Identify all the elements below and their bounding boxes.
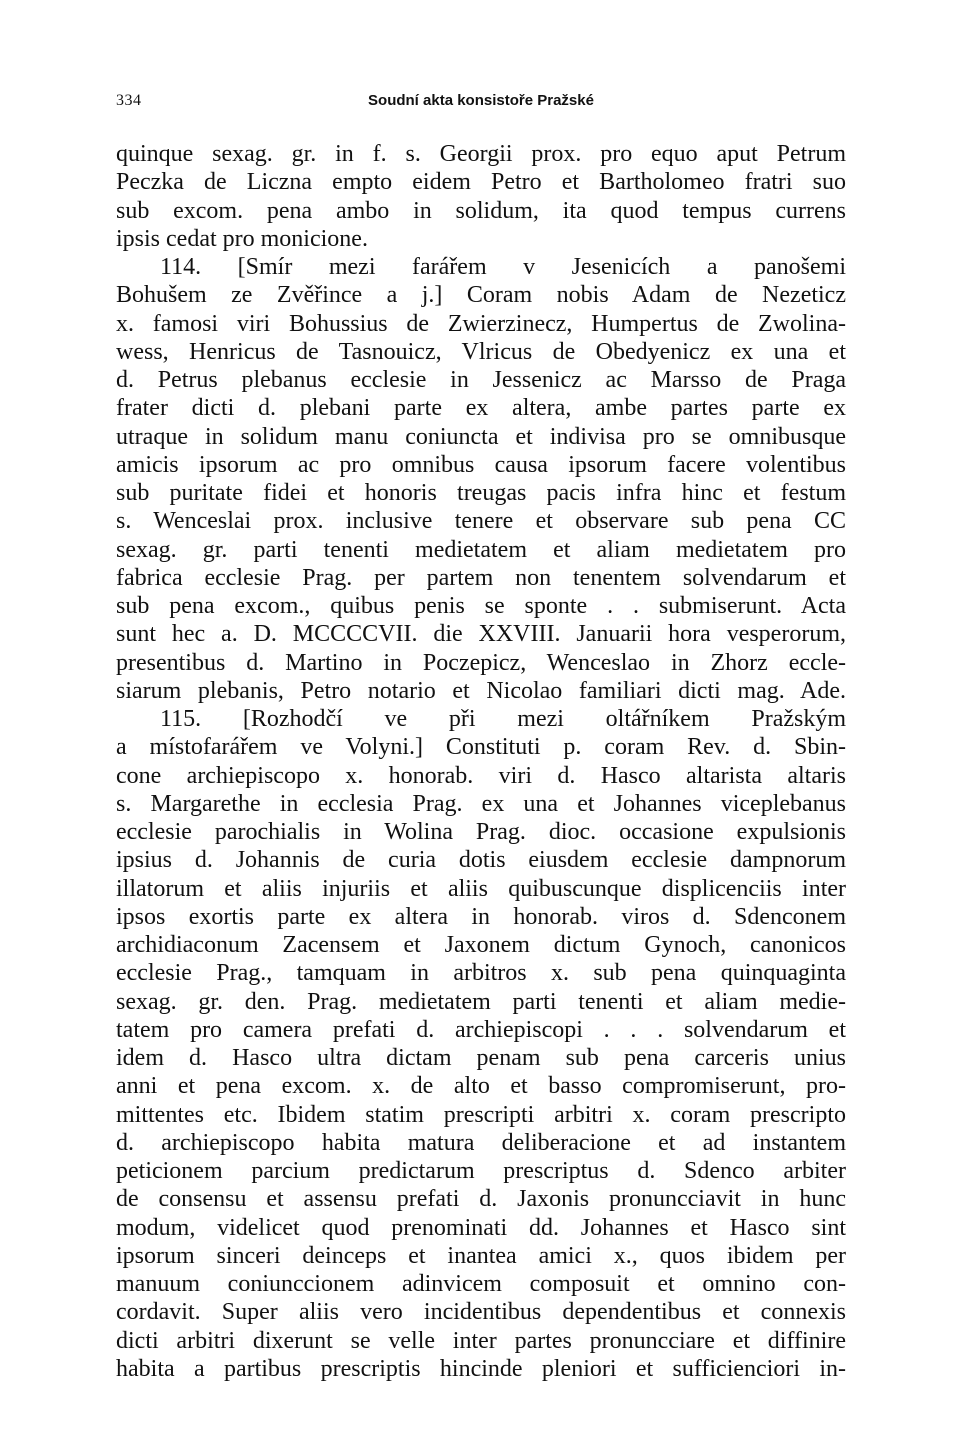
text-line: ecclesie parochialis in Wolina Prag. dioc. occasione expulsionis — [116, 819, 846, 845]
text-line: archidiaconum Zacensem et Jaxonem dictum Gynoch, canonicos — [116, 932, 846, 958]
running-title: Soudní akta konsistoře Pražské — [368, 92, 594, 109]
text-line: ipsis cedat pro monicione. — [116, 225, 368, 252]
text-line: 114. [Smír mezi farářem v Jesenicích a panošemi — [160, 254, 846, 280]
text-line: Bohušem ze Zvěřince a j.] Coram nobis Adam de Nezeticz — [116, 282, 846, 309]
text-line: ipsos exortis parte ex altera in honorab. viros d. Sdenconem — [116, 903, 846, 930]
text-line: sub pena excom., quibus penis se sponte . . submiserunt. Acta — [116, 593, 846, 619]
text-line: quinque sexag. gr. in f. s. Georgii prox. pro equo aput Petrum — [116, 141, 846, 167]
text-line: cone archiepiscopo x. honorab. viri d. Hasco altarista altaris — [116, 762, 846, 789]
text-line: wess, Henricus de Tasnouicz, Vlricus de Obedyenicz ex una et — [116, 338, 846, 365]
text-line: d. archiepiscopo habita matura deliberacione et ad instantem — [116, 1129, 846, 1156]
text-line: mittentes etc. Ibidem statim prescripti arbitri x. coram prescripto — [116, 1101, 846, 1128]
text-line: amicis ipsorum ac pro omnibus causa ipsorum facere volentibus — [116, 451, 846, 478]
text-line: Peczka de Liczna empto eidem Petro et Bartholomeo fratri suo — [116, 169, 846, 196]
text-line: sub puritate fidei et honoris treugas pacis infra hinc et festum — [116, 480, 846, 506]
text-line: ipsius d. Johannis de curia dotis eiusdem ecclesie dampnorum — [116, 847, 846, 874]
text-line: presentibus d. Martino in Poczepicz, Wenceslao in Zhorz eccle- — [116, 649, 846, 676]
text-line: dicti arbitri dixerunt se velle inter partes pronuncciare et diffinire — [116, 1327, 846, 1354]
text-line: d. Petrus plebanus ecclesie in Jessenicz ac Marsso de Praga — [116, 367, 846, 393]
text-line: 115. [Rozhodčí ve při mezi oltářníkem Pražským — [160, 706, 846, 732]
text-line: de consensu et assensu prefati d. Jaxonis pronuncciavit in hunc — [116, 1186, 846, 1213]
text-line: cordavit. Super aliis vero incidentibus dependentibus et connexis — [116, 1299, 846, 1326]
text-line: x. famosi viri Bohussius de Zwierzinecz, Humpertus de Zwolina- — [116, 310, 846, 337]
text-line: idem d. Hasco ultra dictam penam sub pena carceris unius — [116, 1045, 846, 1071]
text-line: sub excom. pena ambo in solidum, ita quod tempus currens — [116, 197, 846, 224]
text-line: tatem pro camera prefati d. archiepiscopi . . . solvendarum et — [116, 1016, 846, 1043]
text-line: a místofarářem ve Volyni.] Constituti p. coram Rev. d. Sbin- — [116, 734, 846, 761]
text-line: anni et pena excom. x. de alto et basso compromiserunt, pro- — [116, 1073, 846, 1100]
text-line: siarum plebanis, Petro notario et Nicolao familiari dicti mag. Ade. — [116, 677, 846, 704]
text-line: fabrica ecclesie Prag. per partem non tenentem solvendarum et — [116, 564, 846, 591]
text-line: modum, videlicet quod prenominati dd. Johannes et Hasco sint — [116, 1214, 846, 1241]
text-line: frater dicti d. plebani parte ex altera, ambe partes parte ex — [116, 395, 846, 422]
text-line: habita a partibus prescriptis hincinde pleniori et sufficienciori in- — [116, 1355, 846, 1382]
text-line: ecclesie Prag., tamquam in arbitros x. sub pena quinquaginta — [116, 960, 846, 987]
text-line: peticionem parcium predictarum prescriptus d. Sdenco arbiter — [116, 1158, 846, 1184]
body-text — [116, 140, 846, 1383]
page-number: 334 — [116, 92, 142, 109]
text-line: utraque in solidum manu coniuncta et indivisa pro se omnibusque — [116, 423, 846, 450]
text-line: sexag. gr. parti tenenti medietatem et aliam medietatem pro — [116, 536, 846, 563]
text-line: sexag. gr. den. Prag. medietatem parti tenenti et aliam medie- — [116, 988, 846, 1015]
text-line: illatorum et aliis injuriis et aliis quibuscunque displicenciis inter — [116, 875, 846, 902]
text-line: manuum coniunccionem adinvicem composuit et omnino con- — [116, 1271, 846, 1297]
text-line: ipsorum sinceri deinceps et inantea amici x., quos ibidem per — [116, 1242, 846, 1269]
text-line: s. Margarethe in ecclesia Prag. ex una et Johannes viceplebanus — [116, 790, 846, 817]
text-line: sunt hec a. D. MCCCCVII. die XXVIII. Januarii hora vesperorum, — [116, 621, 846, 648]
text-line: s. Wenceslai prox. inclusive tenere et observare sub pena CC — [116, 508, 846, 535]
page-header — [116, 92, 846, 116]
